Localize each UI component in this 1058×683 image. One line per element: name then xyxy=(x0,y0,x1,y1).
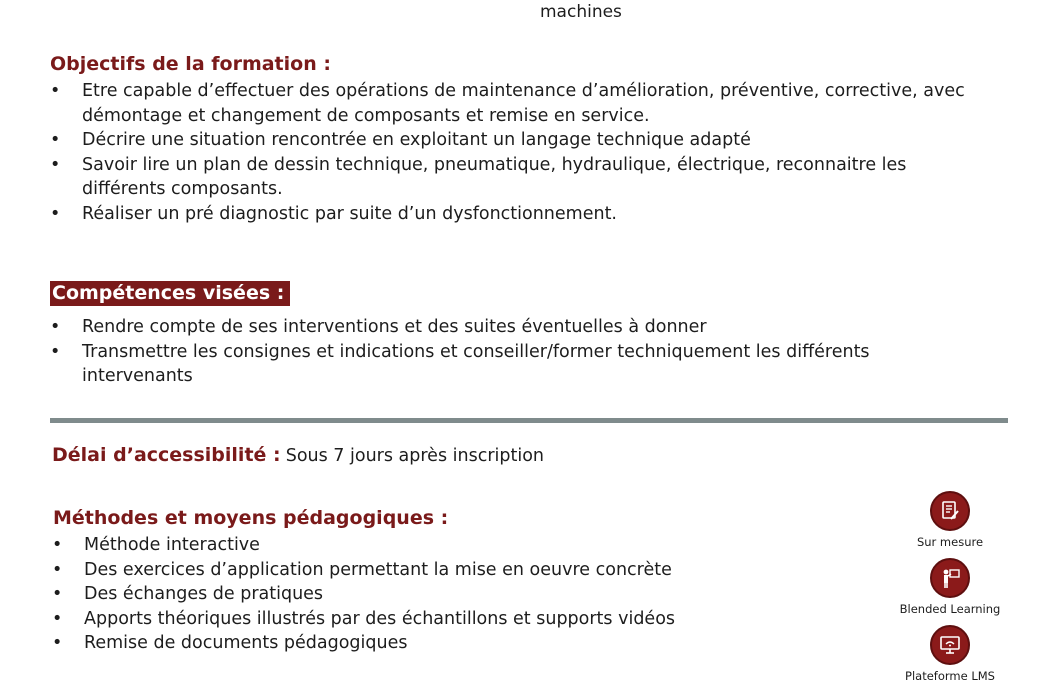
list-item: • Des exercices d’application permettant la mise en oeuvre concrète xyxy=(52,558,872,583)
list-item: • Etre capable d’effectuer des opérations de maintenance d’amélioration, préventive, corrective, avec démontage et changement de composants et remise en service. xyxy=(50,79,990,128)
objectifs-list xyxy=(50,79,990,226)
list-item: • Apports théoriques illustrés par des échantillons et supports vidéos xyxy=(52,607,872,632)
list-item: • Transmettre les consignes et indications et conseiller/former techniquement les différents intervenants xyxy=(50,340,950,389)
methodes-heading: Méthodes et moyens pédagogiques : xyxy=(53,507,449,529)
badge-blended-learning xyxy=(890,558,1010,616)
delai-label: Délai d’accessibilité : xyxy=(52,444,281,466)
top-fragment-text: machines xyxy=(540,2,622,22)
list-item: • Décrire une situation rencontrée en exploitant un langage technique adapté xyxy=(50,128,990,153)
objectifs-heading: Objectifs de la formation : xyxy=(50,53,331,75)
document-pen-icon xyxy=(930,491,970,531)
list-item: • Méthode interactive xyxy=(52,533,872,558)
delai-line xyxy=(52,444,544,466)
list-item: • Savoir lire un plan de dessin technique, pneumatique, hydraulique, électrique, reconnaitre les différents composants. xyxy=(50,153,990,202)
badge-plateforme-lms xyxy=(890,625,1010,683)
competences-list xyxy=(50,315,950,389)
badge-label: Blended Learning xyxy=(899,602,1001,616)
list-item: • Des échanges de pratiques xyxy=(52,582,872,607)
list-item: • Rendre compte de ses interventions et des suites éventuelles à donner xyxy=(50,315,950,340)
list-item: • Remise de documents pédagogiques xyxy=(52,631,872,656)
list-item: • Réaliser un pré diagnostic par suite d’un dysfonctionnement. xyxy=(50,202,990,227)
section-divider xyxy=(50,418,1008,423)
monitor-wifi-icon xyxy=(930,625,970,665)
competences-heading: Compétences visées : xyxy=(50,281,290,306)
delai-value: Sous 7 jours après inscription xyxy=(285,446,545,466)
badge-label: Sur mesure xyxy=(916,535,984,549)
badge-label: Plateforme LMS xyxy=(905,669,995,683)
presenter-icon xyxy=(930,558,970,598)
methodes-list xyxy=(52,533,872,656)
badge-sur-mesure xyxy=(890,491,1010,549)
